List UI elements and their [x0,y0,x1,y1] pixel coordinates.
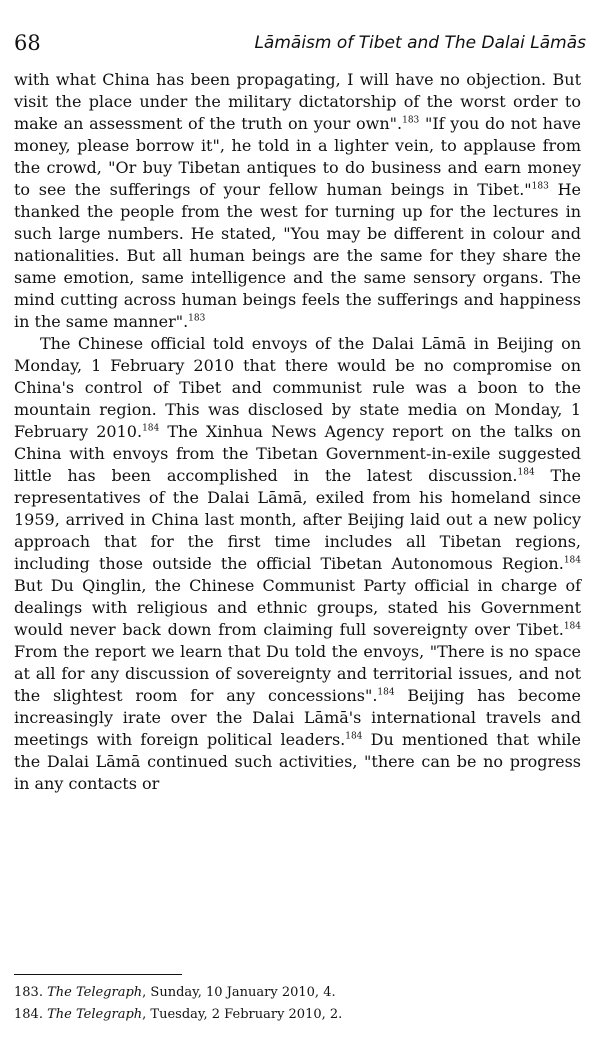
text-run: From the report we learn that Du told the envoys, "There is no space at all for any discussion of sovereignty and territorial issues, and not the slightest room for any concessions". [14,642,581,705]
footnote-number: 184. [14,1007,43,1022]
text-run: The Xinhua News Agency report on the talks on China with envoys from the Tibetan Government-in-exile suggested little has been accomplished in the latest discussion. [14,422,581,485]
footnotes [14,982,581,1026]
paragraph-1 [14,69,581,333]
footnote-number: 183. [14,985,43,1000]
text-run: Du mentioned that while the Dalai Lāmā continued such activities, "there can be no progress in any contacts or [14,730,581,793]
text-run: Beijing has become increasingly irate over the Dalai Lāmā's international travels and meetings with foreign political leaders. [14,686,582,749]
text-run: "If you do not have money, please borrow it", he told in a lighter vein, to applause from the crowd, "Or buy Tibetan antiques to do business and earn money to see the sufferings of your fellow human beings in Tibet." [14,114,581,199]
text-run: He thanked the people from the west for turning up for the lectures in such large numbers. He stated, "You may be different in colour and nationalities. But all human beings are the same for they share the same emotion, same intelligence and the same sensory organs. The mind cutting across human beings feels the sufferings and happiness in the same manner". [14,180,581,331]
footnote-ref: 183 [188,313,206,324]
footnote-ref: 184 [142,423,160,434]
footnote-ref: 183 [531,181,549,192]
body-text [14,69,581,795]
footnote-source: The Telegraph [47,985,143,1000]
paragraph-2 [14,333,581,795]
footnote-details: , Sunday, 10 January 2010, 4. [142,985,336,1000]
footnote-ref: 183 [402,115,420,126]
running-title: Lāmāism of Tibet and The Dalai Lāmās [254,33,586,53]
footnote-rule [14,974,182,975]
footnote-183 [14,982,581,1004]
text-run: The representatives of the Dalai Lāmā, exiled from his homeland since 1959, arrived in China last month, after Beijing laid out a new policy approach that for the first time includes all Tibetan regions, including those outside the official Tibetan Autonomous Region. [14,466,582,573]
footnote-ref: 184 [563,555,581,566]
text-run: with what China has been propagating, I will have no objection. But visit the place under the military dictatorship of the worst order to make an assessment of the truth on your own". [14,70,581,133]
footnote-ref: 184 [517,467,535,478]
footnote-ref: 184 [377,687,395,698]
footnote-ref: 184 [563,621,581,632]
footnote-184 [14,1004,581,1026]
text-run: The Chinese official told envoys of the Dalai Lāmā in Beijing on Monday, 1 February 2010 that there would be no compromise on China's control of Tibet and communist rule was a boon to the mountain region. This was disclosed by state media on Monday, 1 February 2010. [14,334,581,441]
page-number: 68 [14,31,41,55]
footnote-ref: 184 [345,731,363,742]
footnote-source: The Telegraph [47,1007,143,1022]
footnote-details: , Tuesday, 2 February 2010, 2. [142,1007,343,1022]
running-head [14,30,586,58]
text-run: But Du Qinglin, the Chinese Communist Party official in charge of dealings with religious and ethnic groups, stated his Government would never back down from claiming full sovereignty over Tibet. [14,576,581,639]
